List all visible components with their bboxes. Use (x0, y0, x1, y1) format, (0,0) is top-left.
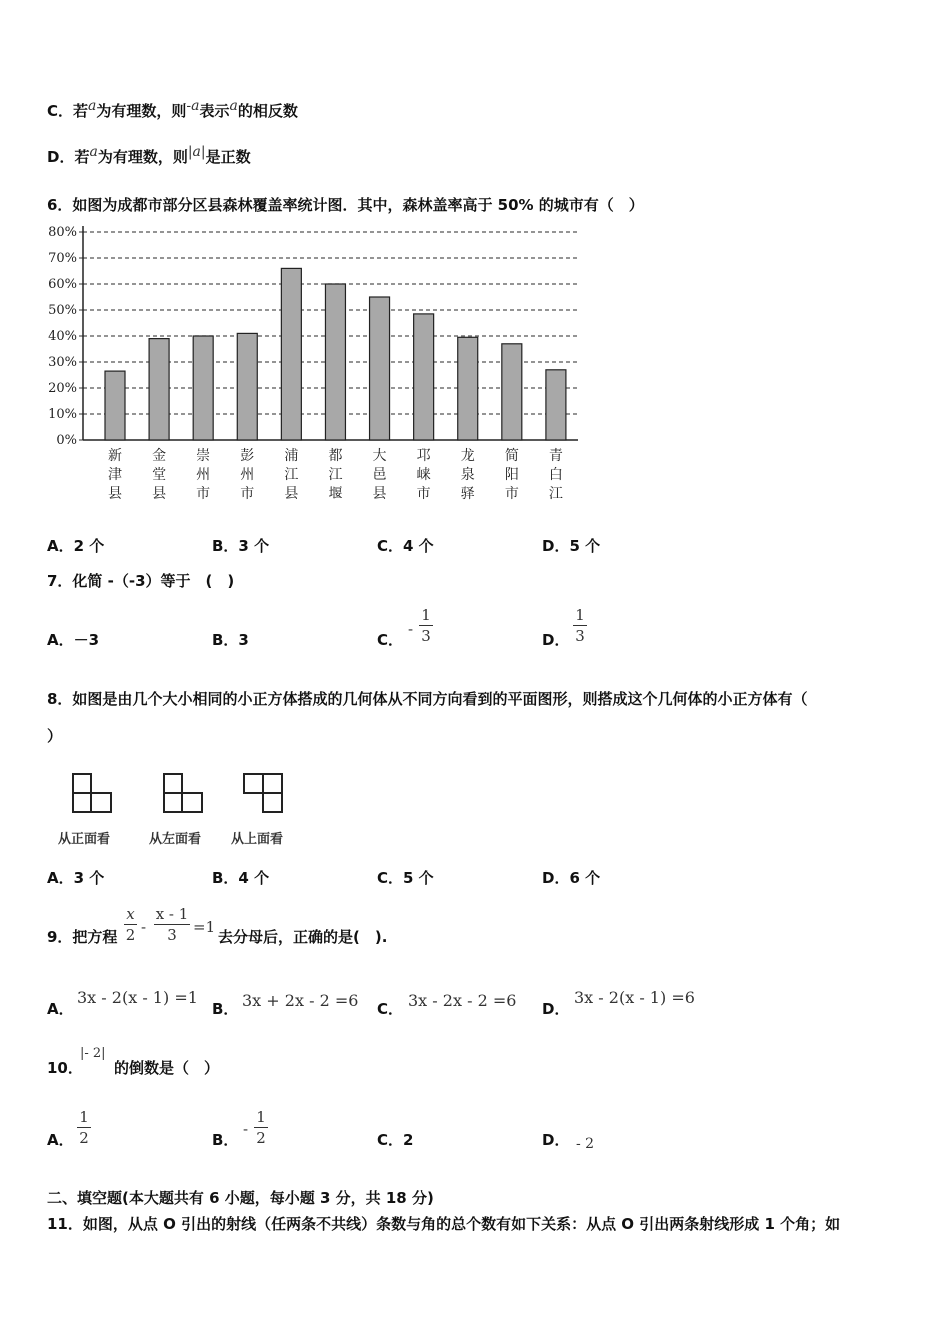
x-category-label-char: 白 (548, 467, 563, 483)
top-view-label: 从上面看 (231, 832, 284, 847)
x-category-label-char: 新 (108, 448, 122, 464)
q9-equals-one: =1 (193, 918, 216, 936)
q7-c-minus: - (408, 620, 414, 638)
q7-stem: 7．化简 -（-3）等于 ( ) (47, 572, 235, 590)
q6-option-d: D．5 个 (542, 537, 601, 555)
q9-minus: - (141, 918, 147, 936)
q9-option-b-expr: 3x + 2x - 2 =6 (242, 991, 359, 1010)
q6-option-b: B．3 个 (212, 537, 270, 555)
section-2-title: 二、填空题(本大题共有 6 小题，每小题 3 分，共 18 分) (47, 1189, 434, 1207)
y-tick-label: 40% (48, 329, 77, 344)
q9-fraction-x-over-2: x 2 (125, 905, 136, 944)
bar-2 (149, 339, 169, 440)
bar-10 (502, 344, 522, 440)
q10-b-minus: - (243, 1120, 249, 1138)
x-category-label-char: 县 (284, 486, 299, 502)
x-category-label-char: 龙 (460, 448, 475, 464)
bar-4 (237, 333, 257, 440)
q7-option-c: C． (377, 631, 404, 649)
x-category-label-char: 市 (196, 486, 211, 502)
q9-option-a-expr: 3x - 2(x - 1) =1 (77, 988, 198, 1007)
x-category-label-char: 县 (152, 486, 167, 502)
q8-option-d: D．6 个 (542, 869, 601, 887)
x-category-label-char: 简 (504, 448, 519, 464)
q7-option-a: A．－3 (47, 631, 100, 649)
x-category-label-char: 崃 (416, 467, 431, 483)
x-category-label-char: 邛 (416, 448, 431, 464)
y-tick-label: 30% (48, 355, 77, 370)
front-view-figure (72, 773, 112, 813)
y-tick-label: 60% (48, 277, 77, 292)
x-category-label-char: 县 (372, 486, 387, 502)
y-tick-label: 80% (48, 225, 77, 240)
top-view-figure (243, 773, 285, 813)
x-category-label-char: 大 (372, 448, 387, 464)
q9-option-d: D． (542, 1000, 570, 1018)
q10-stem: 的倒数是（ ） (114, 1059, 220, 1077)
q10-option-b: B． (212, 1131, 239, 1149)
y-tick-label: 10% (48, 407, 77, 422)
x-category-label-char: 州 (196, 467, 211, 483)
q7-option-b: B．3 (212, 631, 249, 649)
q7-d-fraction: 1 3 (573, 606, 587, 645)
q10-option-d: D． (542, 1131, 570, 1149)
x-category-label-char: 江 (328, 467, 343, 483)
x-category-label-char: 崇 (196, 448, 211, 464)
q9-option-a: A． (47, 1000, 74, 1018)
q8-option-b: B．4 个 (212, 869, 270, 887)
q9-option-d-expr: 3x - 2(x - 1) =6 (574, 988, 695, 1007)
y-tick-label: 20% (48, 381, 77, 396)
q7-option-d: D． (542, 631, 570, 649)
q5-option-c: C．若a为有理数，则-a表示a的相反数 (47, 98, 298, 120)
bar-11 (546, 370, 566, 440)
bar-5 (281, 268, 301, 440)
x-category-label-char: 彭 (240, 448, 255, 464)
bar-6 (325, 284, 345, 440)
bar-1 (105, 371, 125, 440)
x-category-label-char: 泉 (460, 467, 475, 483)
q6-option-a: A．2 个 (47, 537, 105, 555)
x-category-label-char: 县 (108, 486, 122, 502)
x-category-label-char: 市 (504, 486, 519, 502)
x-category-label-char: 市 (416, 486, 431, 502)
q10-abs-neg-2: |- 2| (80, 1046, 106, 1061)
left-view-figure (163, 773, 203, 813)
x-category-label-char: 驿 (460, 486, 475, 502)
q10-option-a: A． (47, 1131, 74, 1149)
q10-a-fraction: 1 2 (77, 1108, 91, 1147)
bar-7 (370, 297, 390, 440)
q7-c-fraction: 1 3 (419, 606, 433, 645)
y-tick-label: 70% (48, 251, 77, 266)
x-category-label-char: 浦 (284, 448, 299, 464)
left-view-label: 从左面看 (149, 832, 202, 847)
q8-option-c: C．5 个 (377, 869, 434, 887)
bar-8 (414, 314, 434, 440)
x-category-label-char: 阳 (504, 467, 519, 483)
y-tick-label: 50% (48, 303, 77, 318)
x-category-label-char: 江 (548, 486, 563, 502)
q9-option-c-expr: 3x - 2x - 2 =6 (408, 991, 517, 1010)
x-category-label-char: 都 (328, 448, 343, 464)
x-category-label-char: 江 (284, 467, 299, 483)
q9-prefix: 9．把方程 (47, 928, 118, 946)
q10-option-c: C．2 (377, 1131, 414, 1149)
q10-d-value: - 2 (576, 1136, 595, 1152)
y-tick-label: 0% (56, 433, 77, 448)
forest-coverage-bar-chart (30, 222, 590, 512)
bar-3 (193, 336, 213, 440)
q8-stem: 8．如图是由几个大小相同的小正方体搭成的几何体从不同方向看到的平面图形，则搭成这个几何体的小正方体有（ (47, 690, 808, 708)
x-category-label-char: 堂 (152, 467, 167, 483)
q11-stem: 11．如图，从点 O 引出的射线（任两条不共线）条数与角的总个数有如下关系：从点 O 引出两条射线形成 1 个角；如 (47, 1215, 841, 1233)
front-view-label: 从正面看 (58, 832, 111, 847)
q6-stem: 6．如图为成都市部分区县森林覆盖率统计图．其中，森林盖率高于 50% 的城市有（ ） (47, 196, 644, 214)
x-category-label-char: 堰 (328, 486, 343, 502)
x-category-label-char: 邑 (372, 467, 387, 483)
q10-b-fraction: 1 2 (254, 1108, 268, 1147)
x-category-label-char: 市 (240, 486, 255, 502)
q8-stem-close: ） (47, 727, 63, 745)
x-category-label-char: 青 (548, 448, 563, 464)
q5-option-d: D．若a为有理数，则|a|是正数 (47, 144, 251, 166)
q10-number: 10． (47, 1059, 83, 1077)
q9-option-c: C． (377, 1000, 404, 1018)
bar-9 (458, 337, 478, 440)
x-category-label-char: 金 (152, 448, 167, 464)
q6-option-c: C．4 个 (377, 537, 434, 555)
q9-option-b: B． (212, 1000, 239, 1018)
x-category-label-char: 津 (108, 467, 122, 483)
q9-suffix: 去分母后，正确的是( ). (218, 928, 388, 946)
q8-option-a: A．3 个 (47, 869, 105, 887)
q9-fraction-x-minus-1-over-3: x - 1 3 (155, 905, 189, 944)
x-category-label-char: 州 (240, 467, 255, 483)
